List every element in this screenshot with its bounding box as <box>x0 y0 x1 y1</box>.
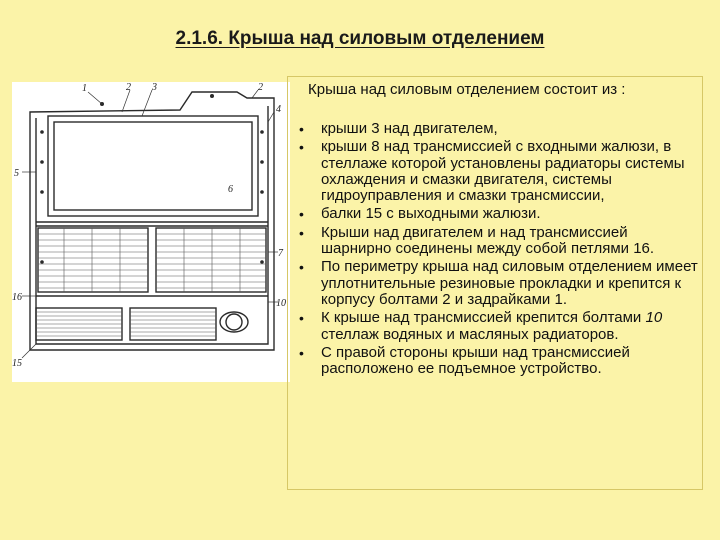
roof-drawing <box>12 82 290 382</box>
callout-2a: 2 <box>126 82 131 93</box>
callout-1: 1 <box>82 83 87 94</box>
list-item: • балки 15 с выходными жалюзи. <box>299 205 541 223</box>
bullet: • <box>299 206 304 223</box>
callout-10: 10 <box>276 298 286 309</box>
bullet: • <box>299 259 304 276</box>
callout-3: 3 <box>152 82 157 93</box>
callout-4: 4 <box>276 104 281 115</box>
callout-16: 16 <box>12 292 22 303</box>
callout-5: 5 <box>14 168 19 179</box>
bullet: • <box>299 344 304 361</box>
bullet: • <box>299 310 304 327</box>
slide-title: 2.1.6. Крыша над силовым отделением <box>175 28 545 49</box>
list-item: • Крыши над двигателем и над трансмиссией шарнирно соединены между собой петлями 16. <box>299 223 655 258</box>
callout-6: 6 <box>228 184 233 195</box>
callout-7: 7 <box>278 248 283 259</box>
callout-2b: 2 <box>258 82 263 93</box>
bullet: • <box>299 121 304 137</box>
list-item: • К крыше над трансмиссией крепится болтами 10 стеллаж водяных и масляных радиаторов. <box>299 309 663 343</box>
roof-technical-drawing <box>12 82 290 382</box>
list-item: • По периметру крыша над силовым отделением имеет уплотнительные резиновые прокладки и крепится к корпусу болтами 2 и задрайками 1. <box>299 258 698 308</box>
callout-15: 15 <box>12 358 22 369</box>
intro-line: Крыша над силовым отделением состоит из : <box>308 81 626 98</box>
list-item: • С правой стороны крыши над трансмиссией расположено ее подъемное устройство. <box>299 343 630 378</box>
description-box <box>287 76 703 490</box>
bullet: • <box>299 139 304 156</box>
bullet: • <box>299 224 304 241</box>
list-item: • крыши 3 над двигателем, <box>299 120 498 137</box>
description-list <box>288 121 698 379</box>
list-item: • крыши 8 над трансмиссией с входными жалюзи, в стеллаже которой установлены радиаторы системы охлаждения и смазки двигателя, системы гидроуправления и смазки трансмиссии, <box>299 138 685 205</box>
